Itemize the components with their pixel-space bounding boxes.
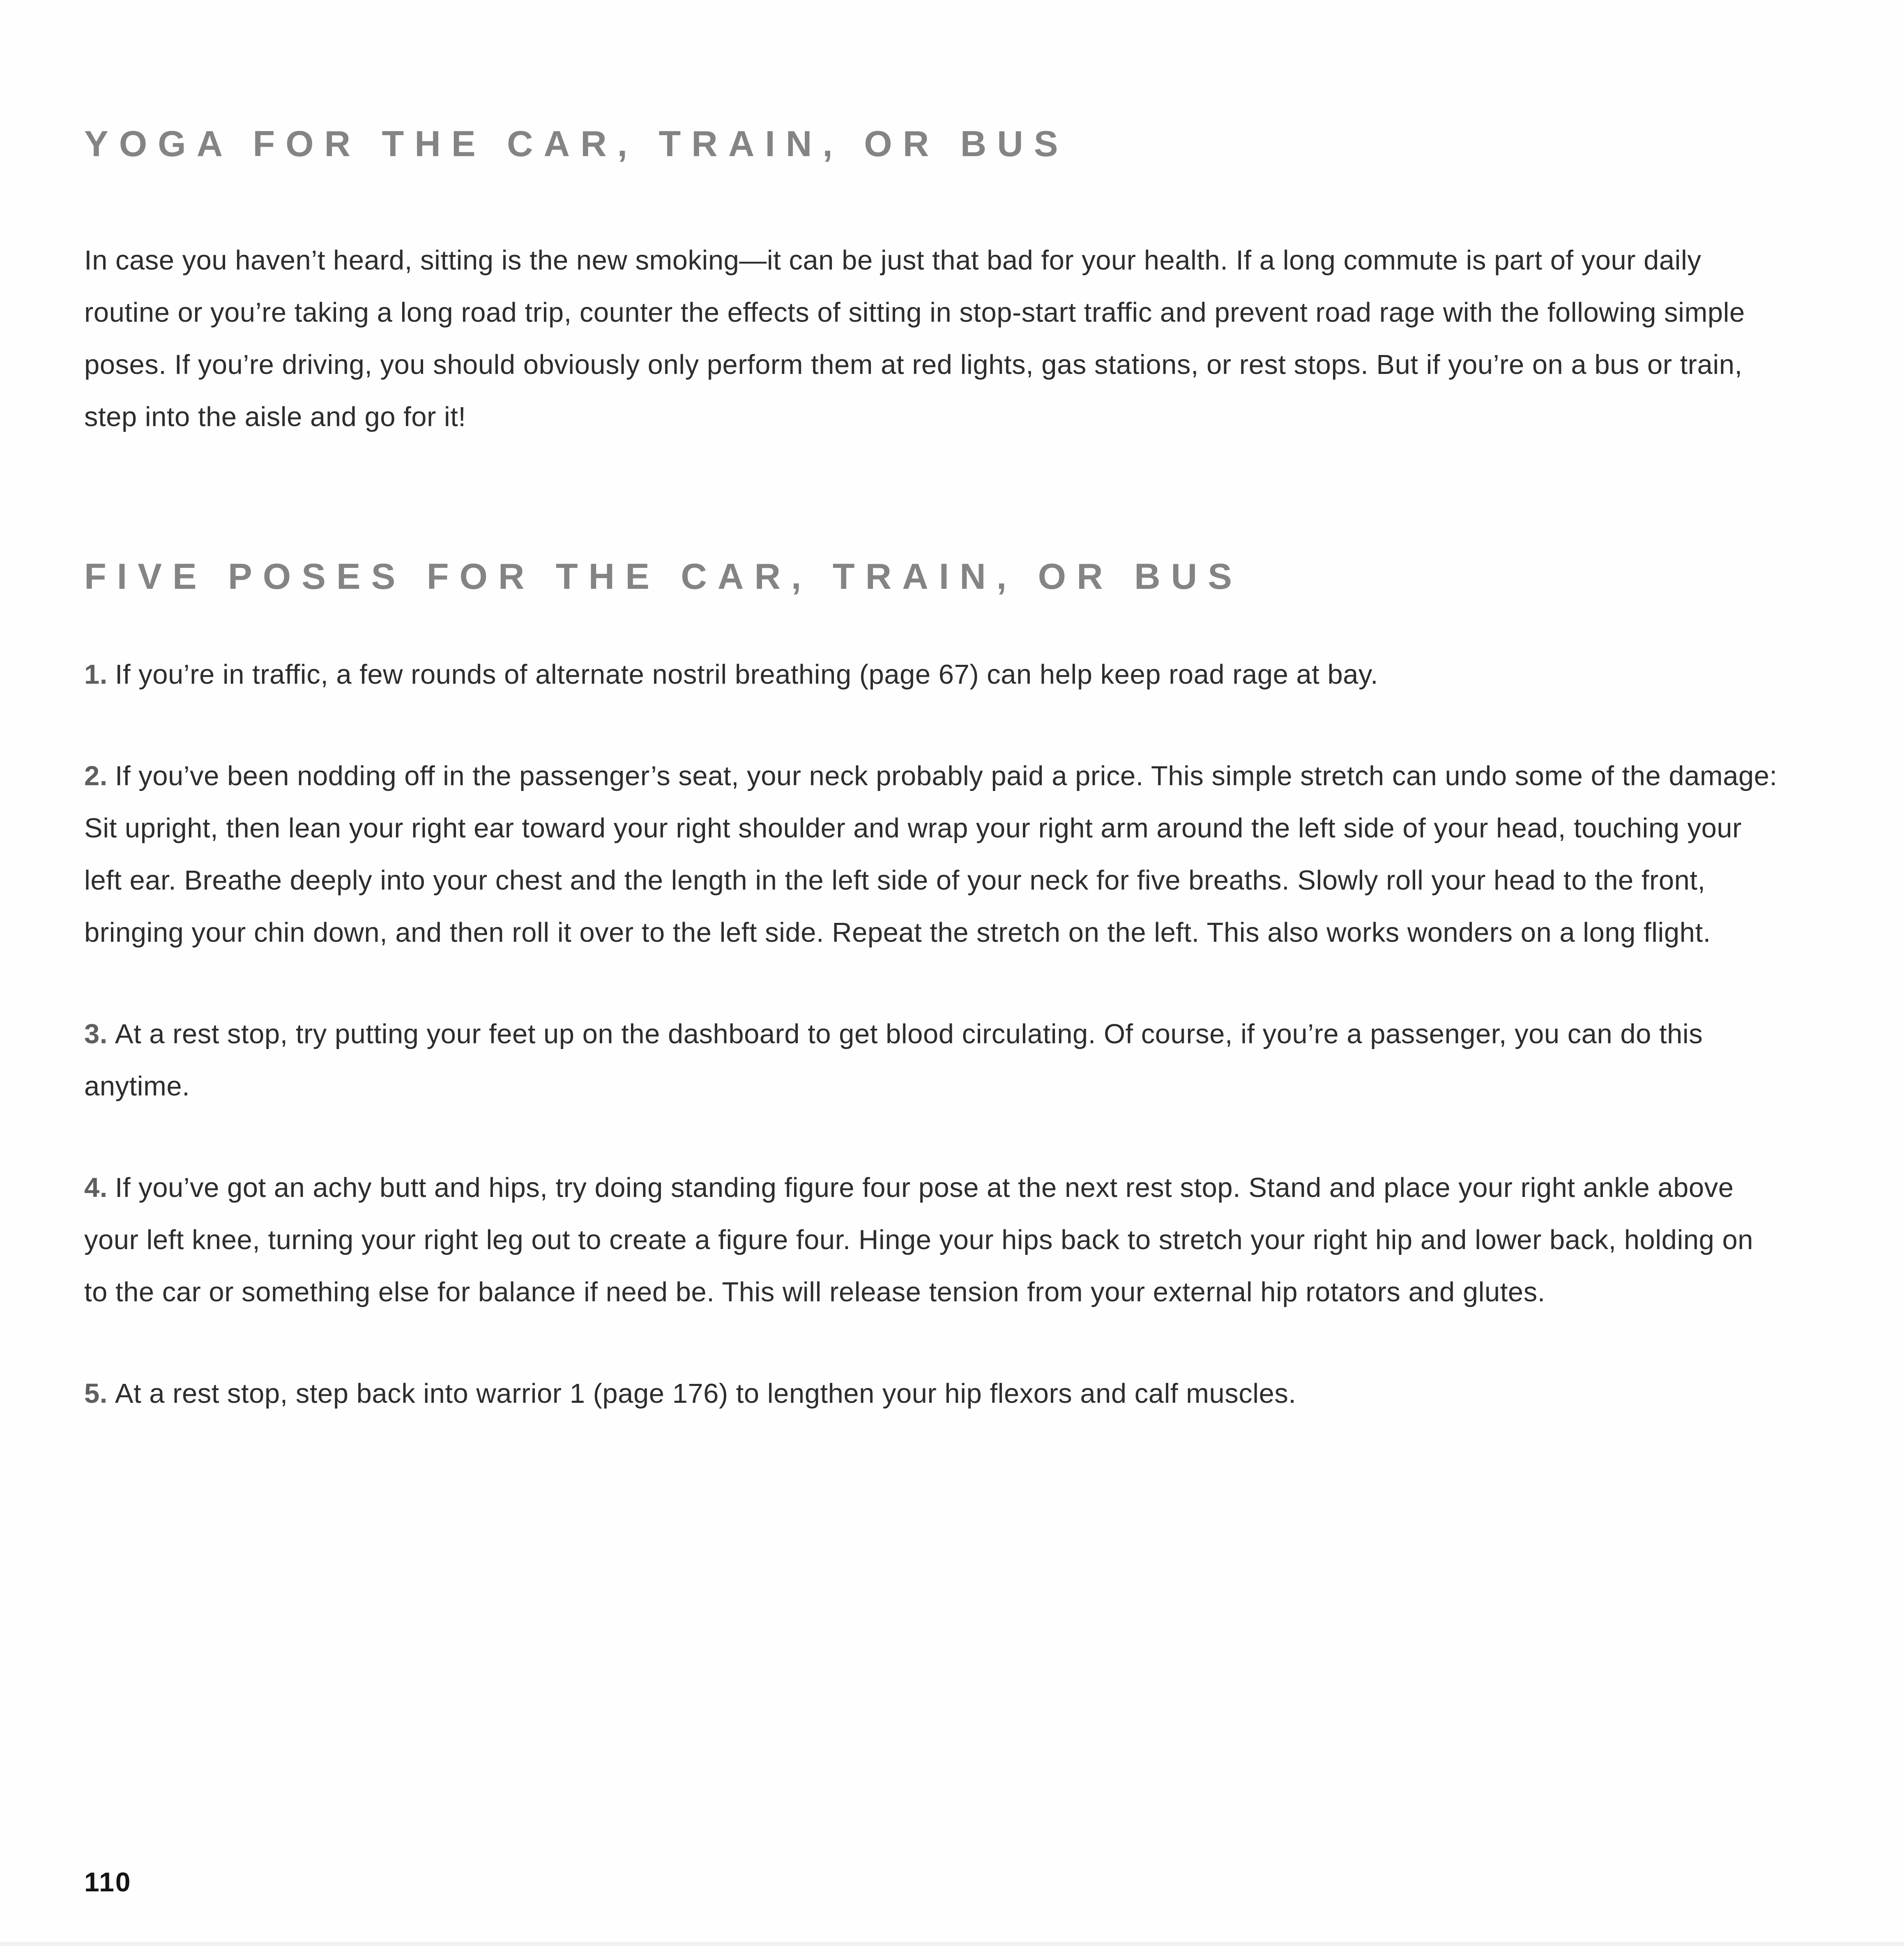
list-item-text: At a rest stop, step back into warrior 1 (page 176) to lengthen your hip flexors and calf muscles. <box>115 1378 1296 1409</box>
list-item <box>84 1162 1781 1318</box>
list-item-number: 1. <box>84 659 108 690</box>
list-item-number: 2. <box>84 761 108 791</box>
list-item-number: 3. <box>84 1019 108 1049</box>
list-item-number: 5. <box>84 1378 108 1409</box>
list-item <box>84 1367 1781 1420</box>
section-heading-five-poses: FIVE POSES FOR THE CAR, TRAIN, OR BUS <box>84 556 1243 597</box>
list-item <box>84 648 1781 701</box>
intro-paragraph: In case you haven’t heard, sitting is the new smoking—it can be just that bad for your health. If a long commute is part of your daily routine or you’re taking a long road trip, counter the effects of sitting in stop-start traffic and prevent road rage with the following simple poses. If you’re driving, you should obviously only perform them at red lights, gas stations, or rest stops. But if you’re on a bus or train, step into the aisle and go for it! <box>84 245 1745 432</box>
list-item-text: If you’ve been nodding off in the passenger’s seat, your neck probably paid a price. This simple stretch can undo some of the damage: Sit upright, then lean your right ear toward your right shoulder and wrap your right arm around the left side of your head, touching your left ear. Breathe deeply into your chest and the length in the left side of your neck for five breaths. Slowly roll your head to the front, bringing your chin down, and then roll it over to the left side. Repeat the stretch on the left. This also works wonders on a long flight. <box>84 761 1777 948</box>
list-item <box>84 1008 1781 1112</box>
list-item-text: If you’re in traffic, a few rounds of alternate nostril breathing (page 67) can help keep road rage at bay. <box>115 659 1379 690</box>
list-item <box>84 750 1781 959</box>
section-heading-yoga-for-the-car-train-or-bus: YOGA FOR THE CAR, TRAIN, OR BUS <box>84 123 1069 164</box>
list-item-text: At a rest stop, try putting your feet up on the dashboard to get blood circulating. Of course, if you’re a passenger, you can do this anytime. <box>84 1019 1703 1102</box>
page-bottom-edge <box>0 1942 1904 1946</box>
pose-list <box>84 648 1781 1420</box>
list-item-number: 4. <box>84 1172 108 1203</box>
page-number: 110 <box>84 1867 132 1897</box>
list-item-text: If you’ve got an achy butt and hips, try doing standing figure four pose at the next rest stop. Stand and place your right ankle above your left knee, turning your right leg out to create a figure four. Hinge your hips back to stretch your right hip and lower back, holding on to the car or something else for balance if need be. This will release tension from your external hip rotators and glutes. <box>84 1172 1753 1307</box>
